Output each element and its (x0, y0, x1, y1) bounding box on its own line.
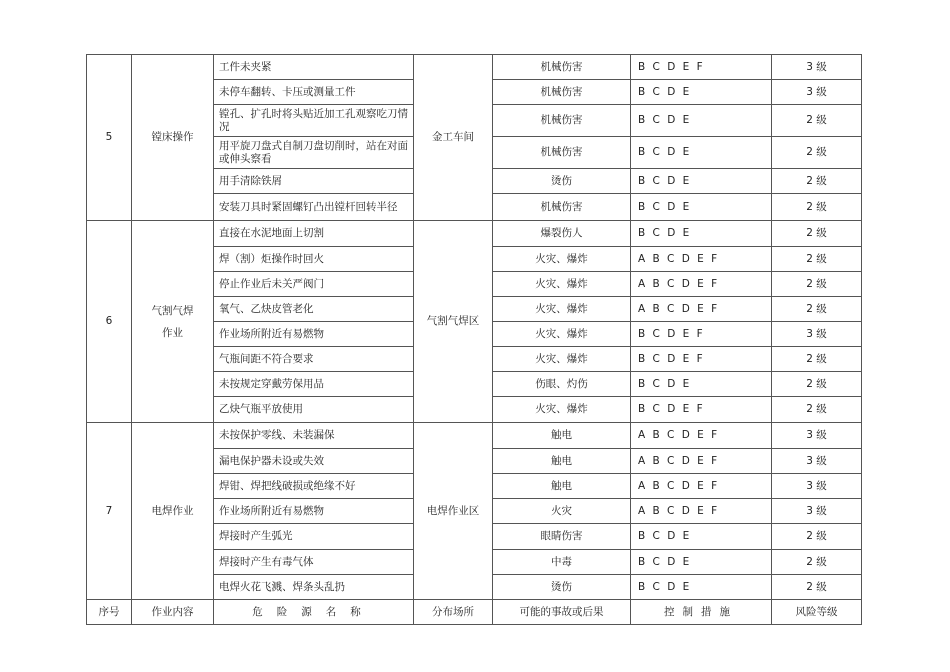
hazard-name: 电焊火花飞溅、焊条头乱扔 (214, 575, 414, 600)
hazard-name: 用手清除铁屑 (214, 169, 414, 194)
hazard-name: 用平旋刀盘式自制刀盘切削时，站在对面或伸头察看 (214, 137, 414, 169)
control-measures: B C D E (631, 80, 772, 105)
control-measures: B C D E F (631, 55, 772, 80)
hazard-name: 焊（割）炬操作时回火 (214, 247, 414, 272)
risk-level: 2 级 (772, 397, 862, 423)
consequence: 火灾、爆炸 (493, 247, 631, 272)
risk-level: 2 级 (772, 524, 862, 550)
control-measures: A B C D E F (631, 474, 772, 499)
consequence: 烫伤 (493, 575, 631, 600)
risk-level: 2 级 (772, 372, 862, 397)
consequence: 触电 (493, 449, 631, 474)
control-measures: B C D E (631, 221, 772, 247)
header-control: 控制措施 (631, 600, 772, 625)
group-location: 金工车间 (414, 55, 493, 221)
header-task: 作业内容 (132, 600, 214, 625)
control-measures: A B C D E F (631, 449, 772, 474)
control-measures: A B C D E F (631, 247, 772, 272)
risk-level: 3 级 (772, 423, 862, 449)
control-measures: A B C D E F (631, 423, 772, 449)
consequence: 火灾、爆炸 (493, 322, 631, 347)
hazard-name: 直接在水泥地面上切割 (214, 221, 414, 247)
group-task: 气割气焊作业 (132, 221, 214, 423)
control-measures: B C D E (631, 372, 772, 397)
consequence: 触电 (493, 423, 631, 449)
group-no: 7 (87, 423, 132, 600)
hazard-name: 安装刀具时紧固螺钉凸出镗杆回转半径 (214, 194, 414, 221)
risk-level: 2 级 (772, 137, 862, 169)
control-measures: B C D E (631, 194, 772, 221)
hazard-name: 焊接时产生弧光 (214, 524, 414, 550)
hazard-table (86, 54, 862, 625)
control-measures: A B C D E F (631, 297, 772, 322)
group-location: 气割气焊区 (414, 221, 493, 423)
risk-level: 2 级 (772, 272, 862, 297)
control-measures: B C D E F (631, 322, 772, 347)
control-measures: B C D E (631, 105, 772, 137)
table-row (87, 55, 862, 80)
risk-level: 3 级 (772, 474, 862, 499)
hazard-name: 乙炔气瓶平放使用 (214, 397, 414, 423)
consequence: 火灾 (493, 499, 631, 524)
consequence: 伤眼、灼伤 (493, 372, 631, 397)
consequence: 火灾、爆炸 (493, 272, 631, 297)
risk-level: 3 级 (772, 322, 862, 347)
control-measures: B C D E (631, 137, 772, 169)
consequence: 机械伤害 (493, 137, 631, 169)
hazard-name: 未按保护零线、未装漏保 (214, 423, 414, 449)
control-measures: B C D E (631, 575, 772, 600)
control-measures: A B C D E F (631, 499, 772, 524)
risk-level: 2 级 (772, 550, 862, 575)
hazard-name: 未按规定穿戴劳保用品 (214, 372, 414, 397)
consequence: 机械伤害 (493, 55, 631, 80)
risk-level: 2 级 (772, 347, 862, 372)
risk-level: 3 级 (772, 499, 862, 524)
risk-level: 2 级 (772, 194, 862, 221)
consequence: 火灾、爆炸 (493, 397, 631, 423)
group-no: 5 (87, 55, 132, 221)
consequence: 机械伤害 (493, 194, 631, 221)
risk-level: 2 级 (772, 105, 862, 137)
table-row (87, 423, 862, 449)
risk-level: 2 级 (772, 297, 862, 322)
hazard-name: 气瓶间距不符合要求 (214, 347, 414, 372)
risk-level: 2 级 (772, 575, 862, 600)
risk-level: 3 级 (772, 80, 862, 105)
control-measures: A B C D E F (631, 272, 772, 297)
hazard-name: 焊接时产生有毒气体 (214, 550, 414, 575)
consequence: 火灾、爆炸 (493, 297, 631, 322)
group-task: 镗床操作 (132, 55, 214, 221)
consequence: 触电 (493, 474, 631, 499)
consequence: 机械伤害 (493, 105, 631, 137)
hazard-name: 工件未夹紧 (214, 55, 414, 80)
header-no: 序号 (87, 600, 132, 625)
hazard-name: 镗孔、扩孔时将头贴近加工孔观察吃刀情况 (214, 105, 414, 137)
consequence: 机械伤害 (493, 80, 631, 105)
header-location: 分布场所 (414, 600, 493, 625)
header-consequence: 可能的事故或后果 (493, 600, 631, 625)
risk-level: 2 级 (772, 169, 862, 194)
hazard-name: 停止作业后未关严阀门 (214, 272, 414, 297)
consequence: 中毒 (493, 550, 631, 575)
table-row (87, 221, 862, 247)
control-measures: B C D E (631, 169, 772, 194)
group-location: 电焊作业区 (414, 423, 493, 600)
header-hazard: 危险源名称 (214, 600, 414, 625)
control-measures: B C D E (631, 524, 772, 550)
risk-level: 2 级 (772, 247, 862, 272)
hazard-table-body (87, 55, 862, 600)
control-measures: B C D E F (631, 347, 772, 372)
consequence: 眼睛伤害 (493, 524, 631, 550)
control-measures: B C D E F (631, 397, 772, 423)
group-no: 6 (87, 221, 132, 423)
risk-level: 2 级 (772, 221, 862, 247)
header-level: 风险等级 (772, 600, 862, 625)
control-measures: B C D E (631, 550, 772, 575)
hazard-name: 氧气、乙炔皮管老化 (214, 297, 414, 322)
risk-level: 3 级 (772, 55, 862, 80)
group-task: 电焊作业 (132, 423, 214, 600)
hazard-name: 作业场所附近有易燃物 (214, 322, 414, 347)
hazard-name: 焊钳、焊把线破损或绝缘不好 (214, 474, 414, 499)
hazard-name: 漏电保护器未设或失效 (214, 449, 414, 474)
consequence: 爆裂伤人 (493, 221, 631, 247)
hazard-name: 未停车翻转、卡压或测量工件 (214, 80, 414, 105)
hazard-name: 作业场所附近有易燃物 (214, 499, 414, 524)
footer-header-row (87, 600, 862, 625)
risk-level: 3 级 (772, 449, 862, 474)
consequence: 烫伤 (493, 169, 631, 194)
consequence: 火灾、爆炸 (493, 347, 631, 372)
